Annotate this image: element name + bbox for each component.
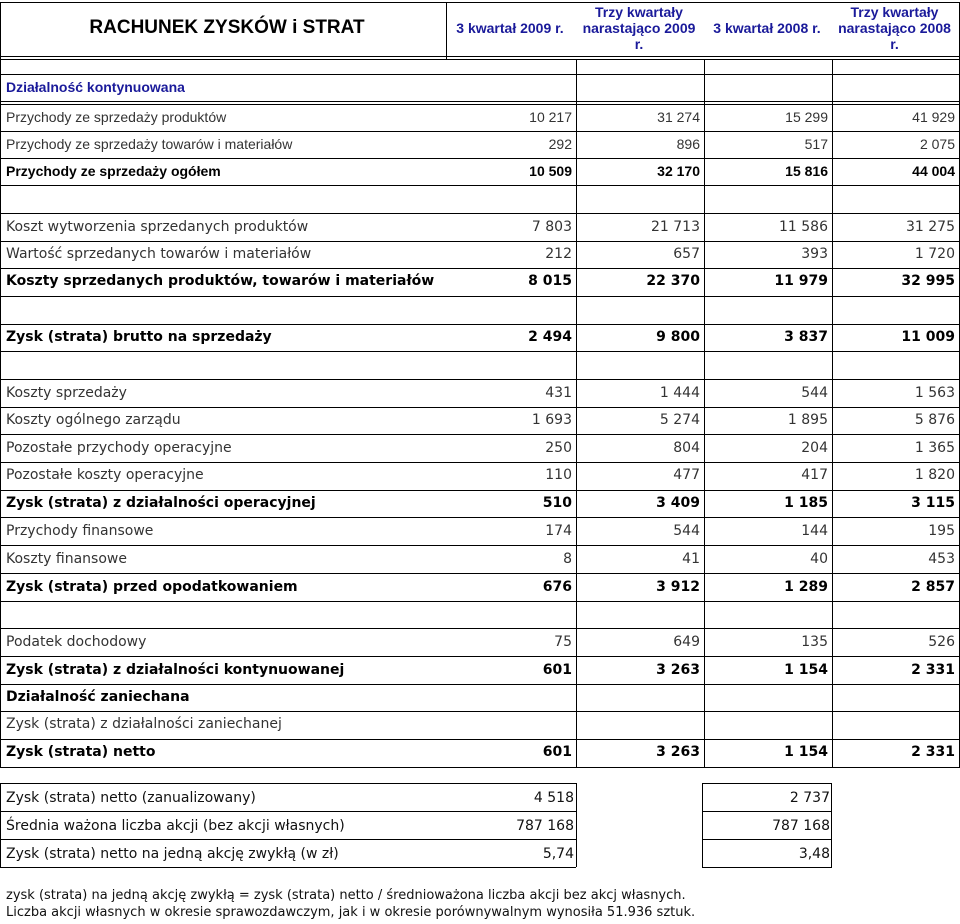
- cell-q3-2009: 676: [542, 579, 572, 595]
- cell-q3-2008: 3 837: [784, 329, 828, 345]
- grid-line: [0, 2, 1, 767]
- cell-q3-2009: 250: [545, 440, 572, 456]
- grid-line: [0, 490, 960, 491]
- cell-ytd-2009: 3 409: [656, 495, 700, 511]
- table-row: [0, 241, 960, 268]
- grid-line: [0, 434, 960, 435]
- grid-line: [0, 767, 960, 768]
- cell-2009: 4 518: [533, 790, 574, 806]
- cell-ytd-2009: 896: [676, 136, 700, 152]
- grid-line: [0, 839, 576, 840]
- cell-q3-2009: 431: [545, 385, 572, 401]
- report-header: [0, 0, 960, 59]
- grid-line: [0, 684, 960, 685]
- grid-line: [0, 74, 960, 75]
- cell-q3-2008: 204: [801, 440, 828, 456]
- cell-q3-2009: 212: [545, 246, 572, 262]
- cell-ytd-2008: 1 563: [914, 385, 955, 401]
- table-row: [0, 214, 960, 241]
- grid-line: [0, 104, 960, 105]
- row-label: Zysk (strata) przed opodatkowaniem: [6, 579, 298, 595]
- row-label: Koszt wytworzenia sprzedanych produktów: [6, 219, 309, 235]
- cell-ytd-2009: 657: [673, 246, 700, 262]
- cell-ytd-2009: 3 263: [656, 662, 700, 678]
- row-label: Zysk (strata) netto na jedną akcję zwykłą (w zł): [6, 846, 339, 862]
- cell-q3-2008: 393: [801, 246, 828, 262]
- row-label: Przychody ze sprzedaży towarów i materiałów: [6, 136, 293, 152]
- grid-line: [0, 185, 960, 186]
- row-label: Zysk (strata) brutto na sprzedaży: [6, 329, 272, 345]
- cell-ytd-2008: 11 009: [901, 329, 955, 345]
- cell-ytd-2008: 41 929: [912, 109, 955, 125]
- cell-q3-2008: 1 289: [784, 579, 828, 595]
- grid-line: [0, 379, 960, 380]
- cell-ytd-2008: 2 075: [919, 136, 955, 152]
- cell-2008: 787 168: [772, 818, 830, 834]
- grid-line: [0, 324, 960, 325]
- cell-ytd-2009: 649: [673, 634, 700, 650]
- cell-q3-2009: 1 693: [531, 412, 572, 428]
- grid-line: [0, 241, 960, 242]
- cell-q3-2008: 417: [801, 467, 828, 483]
- row-label: Pozostałe przychody operacyjne: [6, 440, 232, 456]
- section-continuing-ops: [0, 74, 960, 101]
- cell-ytd-2008: 526: [928, 634, 955, 650]
- grid-line: [0, 711, 960, 712]
- cell-ytd-2008: 44 004: [912, 163, 955, 179]
- cell-ytd-2009: 544: [673, 523, 700, 539]
- row-label: Przychody finansowe: [6, 523, 154, 539]
- grid-line: [0, 56, 960, 57]
- cell-q3-2009: 510: [542, 495, 572, 511]
- grid-line: [0, 101, 960, 102]
- table-row: [0, 711, 960, 738]
- cell-q3-2009: 10 509: [529, 163, 572, 179]
- cell-q3-2009: 8: [563, 551, 572, 567]
- cell-2008: 2 737: [789, 790, 830, 806]
- cell-q3-2008: 144: [801, 523, 828, 539]
- cell-ytd-2008: 31 275: [906, 219, 955, 235]
- grid-line: [704, 59, 705, 767]
- cell-ytd-2009: 32 170: [657, 163, 700, 179]
- cell-q3-2009: 601: [542, 744, 572, 760]
- grid-line: [576, 783, 577, 867]
- grid-line: [702, 783, 832, 784]
- cell-2008: 3,48: [798, 846, 830, 862]
- row-label: Przychody ze sprzedaży ogółem: [6, 163, 221, 179]
- cell-ytd-2009: 3 263: [656, 744, 700, 760]
- row-label: Zysk (strata) z działalności operacyjnej: [6, 495, 316, 511]
- cell-ytd-2008: 5 876: [914, 412, 955, 428]
- row-label: Koszty sprzedaży: [6, 385, 127, 401]
- cell-q3-2009: 2 494: [528, 329, 572, 345]
- footnote-eps-formula: zysk (strata) na jedną akcję zwykłą = zysk (strata) netto / średnioważona liczba akcji bez akcj własnych.: [6, 888, 686, 903]
- grid-line: [702, 811, 832, 812]
- cell-ytd-2009: 1 444: [659, 385, 700, 401]
- cell-q3-2009: 110: [545, 467, 572, 483]
- cell-q3-2008: 1 895: [787, 412, 828, 428]
- grid-line: [0, 783, 576, 784]
- cell-q3-2008: 11 586: [779, 219, 828, 235]
- cell-ytd-2009: 21 713: [651, 219, 700, 235]
- row-label: Zysk (strata) netto: [6, 744, 156, 760]
- table-row: [0, 546, 960, 573]
- row-label: Zysk (strata) z działalności kontynuowanej: [6, 662, 345, 678]
- table-row: [0, 435, 960, 462]
- cell-q3-2009: 7 803: [531, 219, 572, 235]
- cell-q3-2008: 40: [810, 551, 828, 567]
- row-label: Działalność kontynuowana: [6, 79, 185, 95]
- cell-ytd-2009: 31 274: [657, 109, 700, 125]
- table-row-total: [0, 574, 960, 601]
- grid-line: [0, 783, 1, 867]
- grid-line: [446, 2, 447, 59]
- cell-ytd-2009: 22 370: [646, 273, 700, 289]
- cell-q3-2009: 174: [545, 523, 572, 539]
- summary-row: [0, 786, 830, 813]
- row-label: Działalność zaniechana: [6, 689, 190, 705]
- grid-line: [702, 783, 703, 867]
- cell-ytd-2009: 41: [682, 551, 700, 567]
- section-discontinued-ops: [0, 684, 960, 711]
- cell-ytd-2008: 1 820: [914, 467, 955, 483]
- cell-ytd-2008: 2 857: [911, 579, 955, 595]
- summary-row: [0, 842, 830, 869]
- grid-line: [0, 517, 960, 518]
- cell-2009: 5,74: [542, 846, 574, 862]
- cell-ytd-2008: 1 720: [914, 246, 955, 262]
- row-label: Koszty finansowe: [6, 551, 127, 567]
- grid-line: [0, 268, 960, 269]
- row-label: Podatek dochodowy: [6, 634, 147, 650]
- grid-line: [0, 213, 960, 214]
- row-label: Koszty ogólnego zarządu: [6, 412, 181, 428]
- cell-2009: 787 168: [516, 818, 574, 834]
- table-row: [0, 629, 960, 656]
- grid-line: [0, 573, 960, 574]
- cell-q3-2009: 601: [542, 662, 572, 678]
- cell-q3-2009: 10 217: [529, 109, 572, 125]
- row-label: Pozostałe koszty operacyjne: [6, 467, 204, 483]
- cell-ytd-2008: 3 115: [911, 495, 955, 511]
- grid-line: [0, 407, 960, 408]
- row-label: Przychody ze sprzedaży produktów: [6, 109, 227, 125]
- grid-line: [0, 351, 960, 352]
- table-row: [0, 518, 960, 545]
- cell-ytd-2008: 1 365: [914, 440, 955, 456]
- grid-line: [0, 628, 960, 629]
- cell-q3-2008: 11 979: [774, 273, 828, 289]
- row-label: Koszty sprzedanych produktów, towarów i materiałów: [6, 273, 435, 289]
- grid-line: [0, 656, 960, 657]
- cell-ytd-2008: 2 331: [911, 744, 955, 760]
- grid-line: [702, 839, 832, 840]
- grid-line: [832, 59, 833, 767]
- table-row-total: [0, 268, 960, 295]
- grid-line: [0, 601, 960, 602]
- table-row: [0, 462, 960, 489]
- grid-line: [0, 131, 960, 132]
- summary-row: [0, 814, 830, 841]
- table-row: [0, 104, 960, 131]
- table-row: [0, 407, 960, 434]
- grid-line: [0, 462, 960, 463]
- grid-line: [0, 739, 960, 740]
- table-row-total: [0, 490, 960, 517]
- cell-q3-2008: 1 154: [784, 744, 828, 760]
- row-label: Zysk (strata) netto (zanualizowany): [6, 790, 256, 806]
- grid-line: [0, 811, 576, 812]
- grid-line: [831, 783, 832, 867]
- cell-q3-2008: 517: [804, 136, 828, 152]
- cell-q3-2008: 15 816: [785, 163, 828, 179]
- cell-ytd-2009: 477: [673, 467, 700, 483]
- cell-ytd-2009: 804: [673, 440, 700, 456]
- grid-line: [0, 59, 960, 60]
- cell-q3-2009: 75: [554, 634, 572, 650]
- grid-line: [702, 867, 832, 868]
- grid-line: [576, 59, 577, 767]
- cell-ytd-2008: 453: [928, 551, 955, 567]
- report-title: RACHUNEK ZYSKÓW i STRAT: [89, 17, 365, 38]
- cell-q3-2008: 544: [801, 385, 828, 401]
- grid-line: [0, 2, 960, 3]
- table-row-total: [0, 324, 960, 351]
- cell-q3-2009: 8 015: [528, 273, 572, 289]
- cell-q3-2009: 292: [548, 136, 572, 152]
- cell-q3-2008: 135: [801, 634, 828, 650]
- cell-q3-2008: 15 299: [785, 109, 828, 125]
- col-header-q3-2009: 3 kwartał 2009 r.: [456, 20, 564, 36]
- cell-ytd-2009: 5 274: [659, 412, 700, 428]
- row-label: Wartość sprzedanych towarów i materiałów: [6, 246, 312, 262]
- table-row: [0, 131, 960, 158]
- cell-ytd-2009: 3 912: [656, 579, 700, 595]
- grid-line: [0, 545, 960, 546]
- grid-line: [0, 158, 960, 159]
- row-label: Zysk (strata) z działalności zaniechanej: [6, 716, 282, 732]
- cell-ytd-2008: 2 331: [911, 662, 955, 678]
- table-row-total: [0, 158, 960, 185]
- col-header-ytd-2008: Trzy kwartały narastająco 2008 r.: [838, 4, 951, 52]
- grid-line: [0, 867, 576, 868]
- cell-q3-2008: 1 154: [784, 662, 828, 678]
- col-header-ytd-2009: Trzy kwartały narastająco 2009 r.: [582, 4, 696, 52]
- cell-q3-2008: 1 185: [784, 495, 828, 511]
- footnote-treasury-shares: Liczba akcji własnych w okresie sprawozdawczym, jak i w okresie porównywalnym wynosiła 51.936 sztuk.: [6, 905, 696, 920]
- table-row-net-profit: [0, 739, 960, 766]
- cell-ytd-2009: 9 800: [656, 329, 700, 345]
- cell-ytd-2008: 195: [928, 523, 955, 539]
- cell-ytd-2008: 32 995: [901, 273, 955, 289]
- row-label: Średnia ważona liczba akcji (bez akcji własnych): [6, 818, 345, 834]
- table-row-total: [0, 657, 960, 684]
- col-header-q3-2008: 3 kwartał 2008 r.: [713, 20, 821, 36]
- grid-line: [0, 296, 960, 297]
- table-row: [0, 380, 960, 407]
